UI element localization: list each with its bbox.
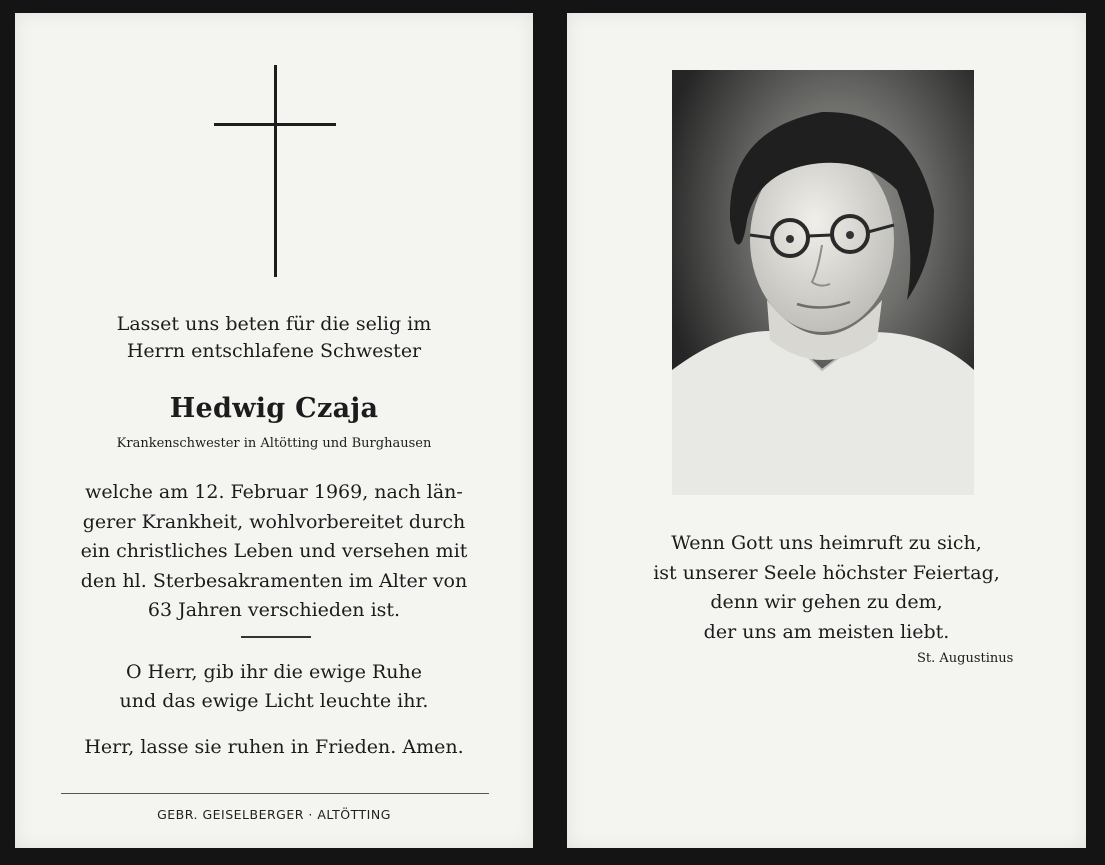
- portrait-photo: [672, 70, 974, 495]
- deceased-name: Hedwig Czaja: [169, 393, 379, 424]
- notice-line: welche am 12. Februar 1969, nach län-: [85, 481, 463, 503]
- closing-prayer: [15, 658, 533, 716]
- right-card: [567, 13, 1086, 848]
- prayer-intro-line: Herrn entschlafene Schwester: [126, 340, 422, 362]
- prayer-intro: [15, 311, 533, 365]
- notice-line: gerer Krankheit, wohlvorbereitet durch: [82, 510, 466, 533]
- left-card: [15, 13, 533, 848]
- notice-line: 63 Jahren verschieden ist.: [147, 599, 401, 621]
- quote-line: Wenn Gott uns heimruft zu sich,: [671, 532, 982, 554]
- quote-attribution: St. Augustinus: [917, 651, 1014, 666]
- quote-line: ist unserer Seele höchster Feiertag,: [653, 561, 1000, 584]
- quote: [567, 529, 1086, 647]
- closing-prayer-line: und das ewige Licht leuchte ihr.: [119, 690, 429, 712]
- cross-icon-bar: [214, 123, 336, 126]
- footer-rule: [61, 793, 489, 794]
- cross-icon: [274, 65, 277, 277]
- section-divider: [241, 636, 311, 638]
- printer-imprint: GEBR. GEISELBERGER · ALTÖTTING: [157, 807, 391, 822]
- portrait-image: [672, 70, 974, 495]
- occupation: Krankenschwester in Altötting und Burghausen: [116, 436, 432, 451]
- prayer-intro-line: Lasset uns beten für die selig im: [116, 313, 432, 335]
- notice-line: ein christliches Leben und versehen mit: [80, 540, 468, 562]
- quote-line: der uns am meisten liebt.: [703, 620, 950, 643]
- closing-prayer-line: O Herr, gib ihr die ewige Ruhe: [125, 661, 423, 683]
- death-notice: [15, 478, 533, 626]
- quote-line: denn wir gehen zu dem,: [710, 591, 943, 613]
- amen-line: Herr, lasse sie ruhen in Frieden. Amen.: [84, 736, 464, 758]
- notice-line: den hl. Sterbesakramenten im Alter von: [80, 569, 468, 592]
